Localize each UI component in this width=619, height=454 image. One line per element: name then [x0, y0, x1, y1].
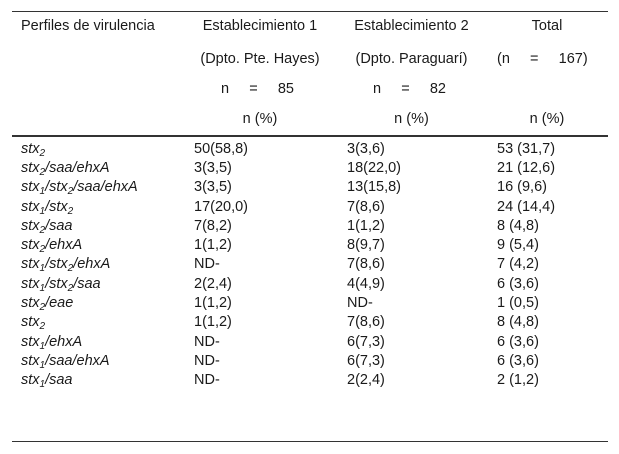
- table-row: [12, 197, 608, 216]
- establishment-2-cell: 7(8,6): [347, 314, 385, 331]
- table-row: [12, 351, 608, 370]
- table-row: [12, 178, 608, 197]
- establishment-2-cell: 7(8,6): [347, 198, 385, 215]
- establishment-2-cell: 8(9,7): [347, 237, 385, 254]
- header-establishment-2: Establecimiento 2: [354, 18, 469, 34]
- header-establishment-2-n: n = 82: [373, 81, 446, 97]
- establishment-2-cell: 7(8,6): [347, 256, 385, 273]
- establishment-2-cell: 13(15,8): [347, 179, 402, 196]
- establishment-2-cell: 6(7,3): [347, 352, 385, 369]
- table-row: [12, 371, 608, 390]
- establishment-1-cell: ND-: [194, 352, 220, 369]
- establishment-1-cell: 17(20,0): [194, 198, 249, 215]
- establishment-1-cell: ND-: [194, 256, 220, 273]
- data-table: [12, 139, 608, 390]
- total-cell: 2 (1,2): [497, 372, 539, 389]
- total-cell: 9 (5,4): [497, 237, 539, 254]
- table-row: [12, 313, 608, 332]
- header-rule: [12, 135, 608, 137]
- establishment-2-cell: 2(2,4): [347, 372, 385, 389]
- establishment-2-cell: ND-: [347, 295, 373, 312]
- table-row: [12, 158, 608, 177]
- total-cell: 16 (9,6): [497, 179, 547, 196]
- establishment-1-cell: 3(3,5): [194, 159, 232, 176]
- profile-cell: stx$_1$/saa/ehxA: [21, 352, 110, 371]
- total-cell: 8 (4,8): [497, 217, 539, 234]
- profile-cell: stx$_1$/stx$_2$/saa: [21, 275, 101, 294]
- table-row: [12, 235, 608, 254]
- header-profiles: Perfiles de virulencia: [21, 18, 155, 34]
- total-cell: 6 (3,6): [497, 352, 539, 369]
- profile-cell: stx$_2$/saa/ehxA: [21, 159, 110, 178]
- profile-cell: stx$_1$/stx$_2$: [21, 198, 74, 217]
- header-establishment-1-unit: n (%): [242, 111, 278, 127]
- establishment-2-cell: 18(22,0): [347, 159, 402, 176]
- establishment-1-cell: ND-: [194, 372, 220, 389]
- total-cell: 7 (4,2): [497, 256, 539, 273]
- profile-cell: stx$_1$/stx$_2$/ehxA: [21, 256, 111, 275]
- header-establishment-2-unit: n (%): [394, 111, 429, 127]
- total-cell: 53 (31,7): [497, 140, 556, 157]
- establishment-2-cell: 3(3,6): [347, 140, 385, 157]
- profile-cell: stx$_2$/saa: [21, 217, 73, 236]
- top-rule: [12, 11, 608, 12]
- total-cell: 24 (14,4): [497, 198, 556, 215]
- establishment-1-cell: 7(8,2): [194, 217, 232, 234]
- table-row: [12, 139, 608, 158]
- table-row: [12, 332, 608, 351]
- establishment-2-cell: 6(7,3): [347, 333, 385, 350]
- establishment-1-cell: 1(1,2): [194, 295, 232, 312]
- header-total: Total: [531, 18, 563, 34]
- profile-cell: stx$_1$/ehxA: [21, 333, 83, 352]
- establishment-2-cell: 4(4,9): [347, 275, 385, 292]
- establishment-1-cell: 50(58,8): [194, 140, 249, 157]
- establishment-1-cell: 3(3,5): [194, 179, 232, 196]
- establishment-1-cell: 2(2,4): [194, 275, 232, 292]
- table-row: [12, 274, 608, 293]
- profile-cell: stx$_2$: [21, 314, 46, 333]
- header-establishment-1-n: n = 85: [221, 81, 294, 97]
- profile-cell: stx$_2$: [21, 140, 46, 159]
- table-row: [12, 293, 608, 312]
- establishment-1-cell: 1(1,2): [194, 237, 232, 254]
- total-cell: 6 (3,6): [497, 275, 539, 292]
- establishment-2-cell: 1(1,2): [347, 217, 385, 234]
- profile-cell: stx$_2$/ehxA: [21, 237, 83, 256]
- profile-cell: stx$_1$/saa: [21, 372, 73, 391]
- total-cell: 8 (4,8): [497, 314, 539, 331]
- header-total-n: (n = 167): [497, 51, 588, 67]
- table-row: [12, 216, 608, 235]
- table-row: [12, 255, 608, 274]
- header-establishment-2-dept: (Dpto. Paraguarí): [355, 51, 468, 67]
- profile-cell: stx$_1$/stx$_2$/saa/ehxA: [21, 179, 138, 198]
- bottom-rule: [12, 441, 608, 442]
- header-establishment-1-dept: (Dpto. Pte. Hayes): [200, 51, 320, 67]
- total-cell: 21 (12,6): [497, 159, 556, 176]
- header-total-unit: n (%): [529, 111, 565, 127]
- total-cell: 1 (0,5): [497, 295, 539, 312]
- total-cell: 6 (3,6): [497, 333, 539, 350]
- profile-cell: stx$_2$/eae: [21, 295, 74, 314]
- header-establishment-1: Establecimiento 1: [202, 18, 318, 34]
- establishment-1-cell: ND-: [194, 333, 220, 350]
- establishment-1-cell: 1(1,2): [194, 314, 232, 331]
